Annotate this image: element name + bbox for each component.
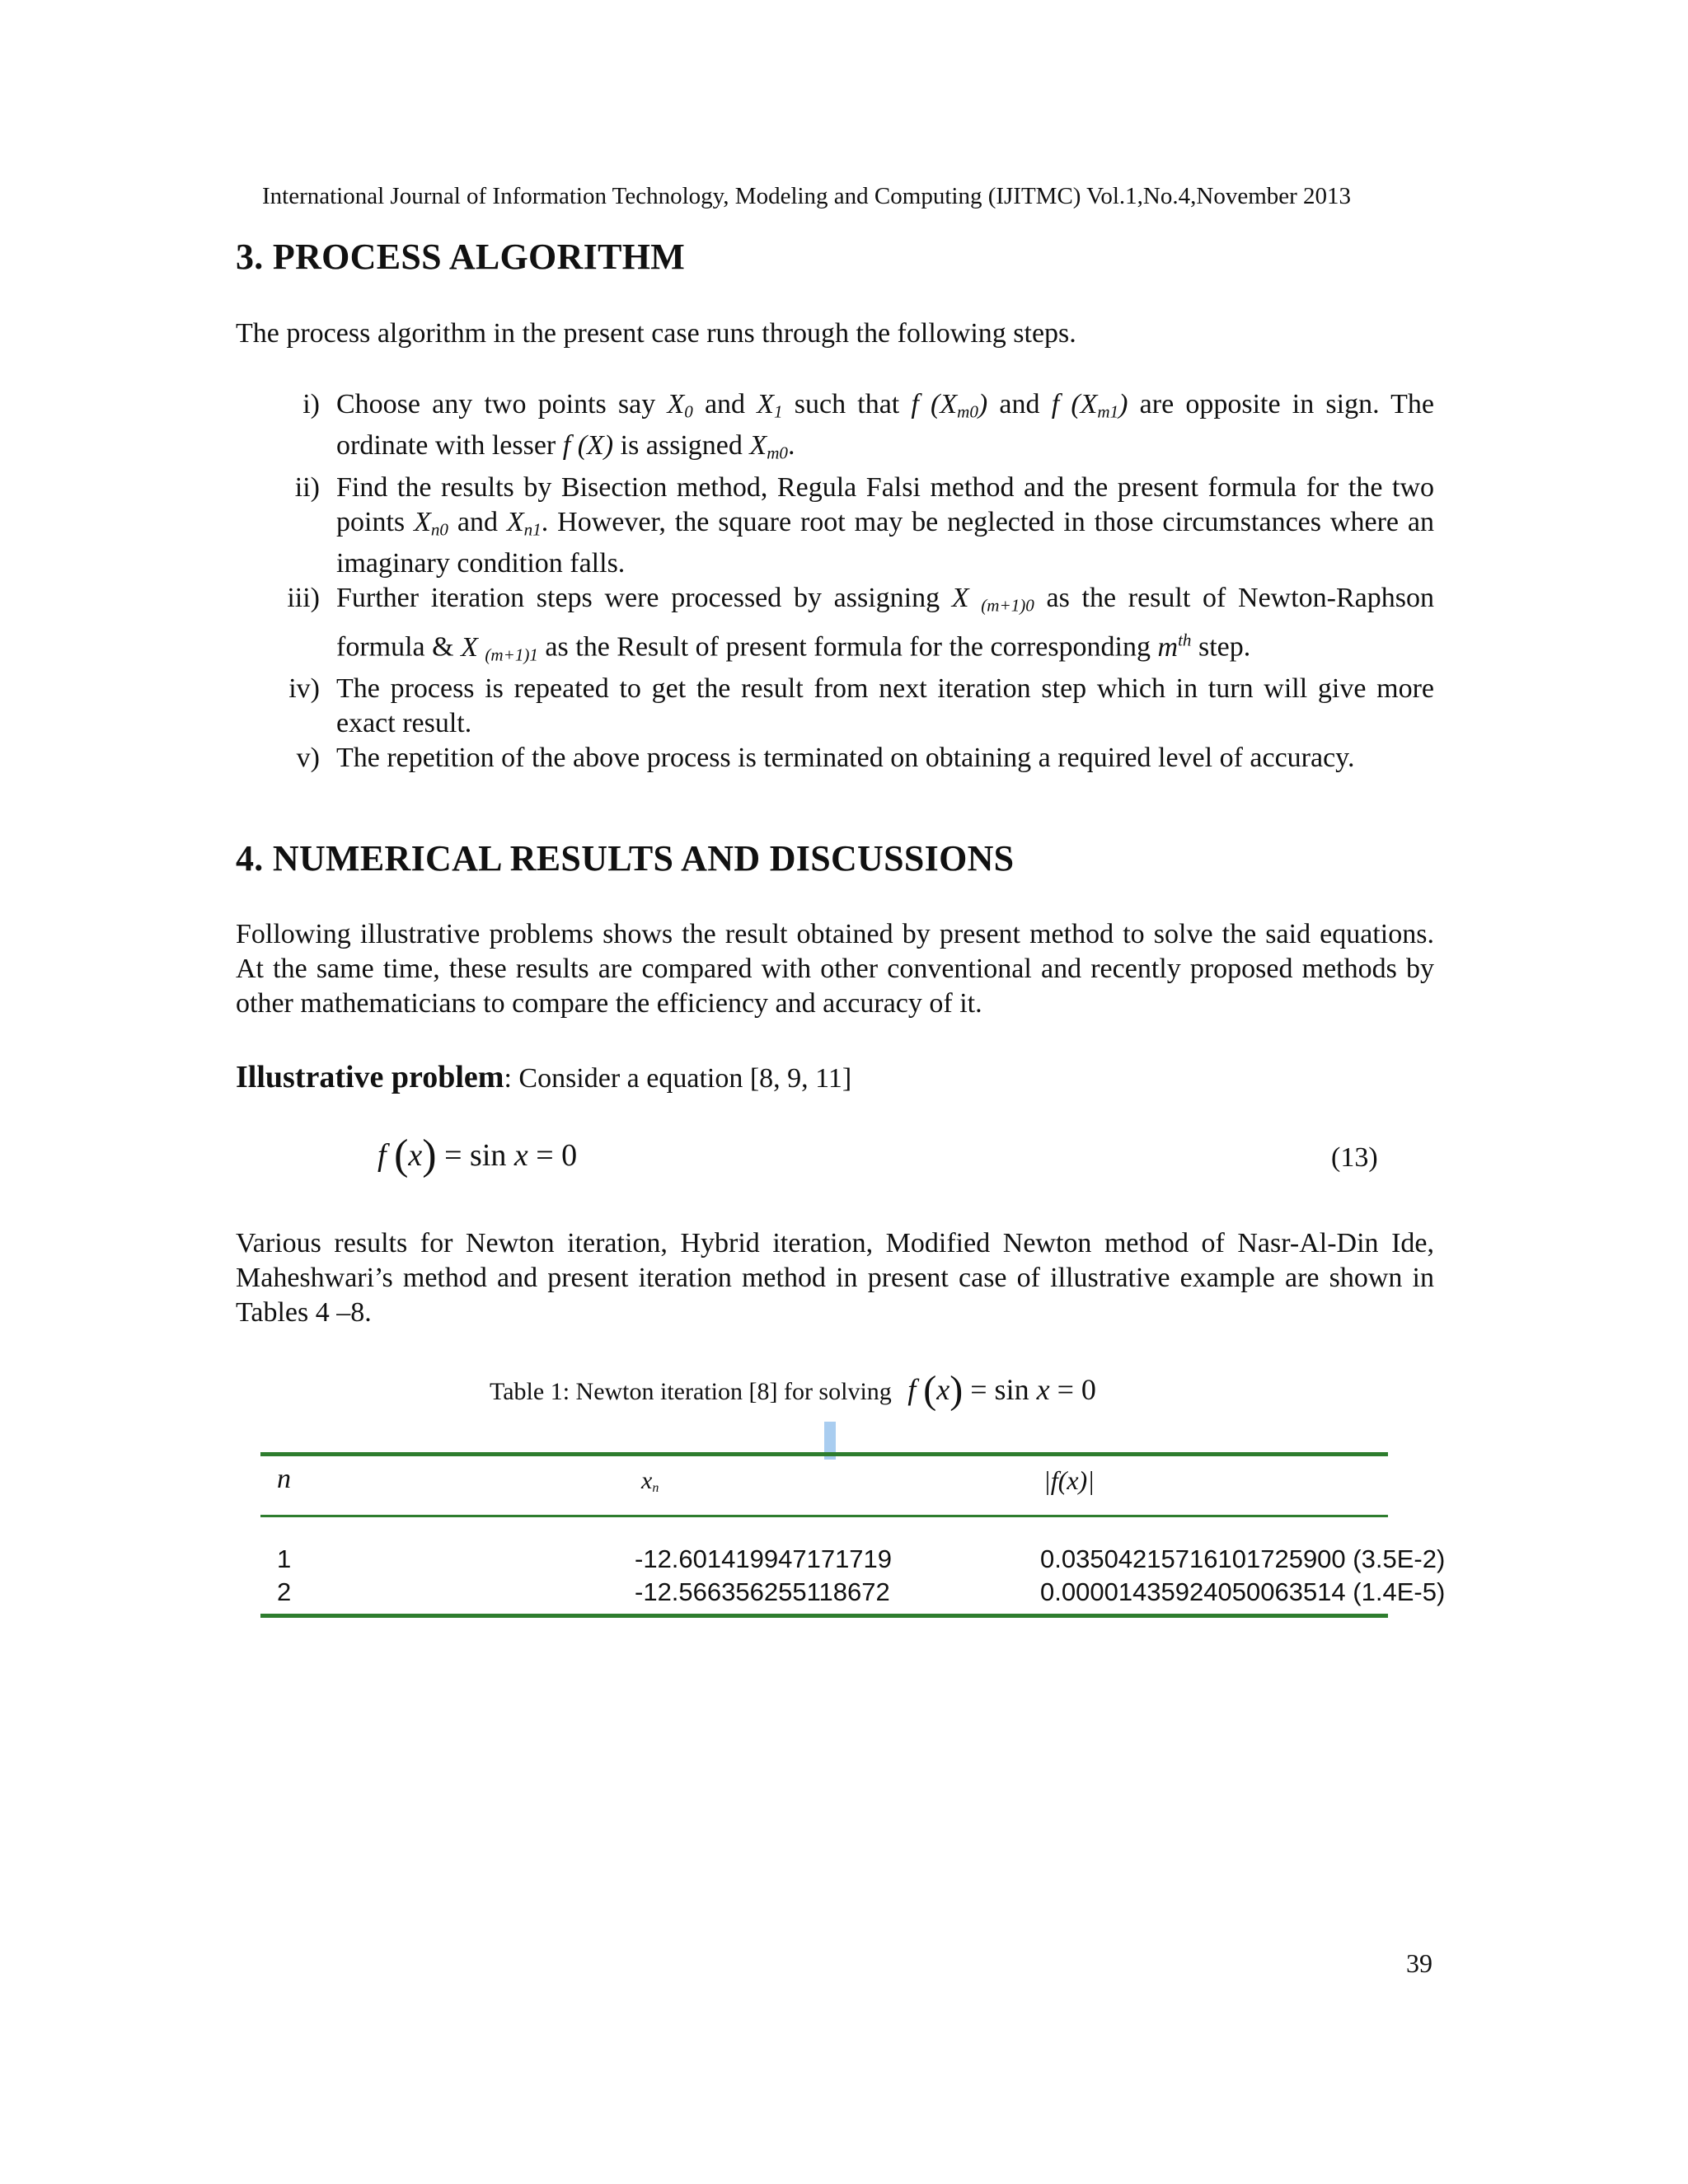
- section-4-paragraph-1: Following illustrative problems shows the result obtained by present method to solve the said equations. At the same time, these results are compared with other conventional and recently proposed methods by other mathematicians to compare the efficiency and accuracy of it.: [236, 919, 1434, 1019]
- table-header-x: $x_n$: [641, 1467, 659, 1495]
- step-4: [236, 672, 1434, 741]
- step-1-number: i): [302, 389, 320, 419]
- table-column-f: [1040, 1543, 1445, 1609]
- step-3-number: iii): [287, 582, 320, 613]
- table-caption: [490, 1368, 1096, 1412]
- step-4-number: iv): [288, 673, 320, 704]
- section-4-paragraph-2: Various results for Newton iteration, Hybrid iteration, Modified Newton method of Nasr-Al-Din Ide, Maheshwari’s method and present iteration method in present case of illustrative example are shown in Tables 4 –8.: [236, 1228, 1434, 1328]
- table-row-2-n: 2: [277, 1577, 292, 1606]
- step-1-text: Choose any two points say $X_0$ and $X_1$ such that f $(X_{m0})$ and f $(X_{m1})$ are opposite in sign. The ordinate with lesser f (X) is assigned $X_{m0}$.: [336, 389, 1434, 463]
- page-number: 39: [1406, 1948, 1432, 1978]
- step-3-text: Further iteration steps were processed by assigning X $_{(m+1)0}$ as the result of Newton-Raphson formula & X $_{(m+1)1}$ as the Result of present formula for the corresponding $m^{th}$ step.: [336, 582, 1434, 664]
- table-column-n: [277, 1543, 291, 1609]
- table-column-x: [635, 1543, 892, 1609]
- table-bottom-rule: [260, 1614, 1388, 1618]
- step-5-number: v): [296, 742, 320, 773]
- step-2-number: ii): [294, 471, 320, 503]
- section-3-title: 3. PROCESS ALGORITHM: [236, 237, 686, 277]
- equation-number: (13): [1331, 1142, 1378, 1173]
- table-caption-equation: f (x) = sin x = 0: [907, 1368, 1096, 1412]
- table-top-rule: [260, 1452, 1388, 1456]
- step-5-text: The repetition of the above process is terminated on obtaining a required level of accuracy.: [336, 742, 1355, 773]
- table-row-1-f: 0.03504215716101725900 (3.5E-2): [1040, 1544, 1446, 1573]
- step-1: [236, 387, 1434, 471]
- table-row-2-x: -12.566356255118672: [635, 1577, 890, 1606]
- algorithm-steps: [236, 387, 1434, 776]
- step-3: [236, 581, 1434, 672]
- step-5: [236, 741, 1434, 776]
- illustrative-problem-line: [236, 1060, 1434, 1096]
- table-row-1-x: -12.601419947171719: [635, 1544, 893, 1573]
- step-2-text: Find the results by Bisection method, Regula Falsi method and the present formula for the two points $X_{n0}$ and $X_{n1}$. However, the square root may be neglected in those circumstances where an imaginary condition falls.: [336, 471, 1435, 579]
- section-3-intro: The process algorithm in the present case runs through the following steps.: [236, 318, 1076, 349]
- table-row-1-n: 1: [277, 1544, 292, 1573]
- step-4-text: The process is repeated to get the result from next iteration step which in turn will give more exact result.: [336, 673, 1434, 738]
- table-header-n: n: [277, 1464, 291, 1494]
- journal-header: International Journal of Information Technology, Modeling and Computing (IJITMC) Vol.1,No.4,November 2013: [262, 183, 1352, 209]
- section-4-title: 4. NUMERICAL RESULTS AND DISCUSSIONS: [236, 838, 1015, 879]
- table-row-2-f: 0.0000143592405006351​4 (1.4E-5): [1040, 1577, 1446, 1606]
- illustrative-problem-label: Illustrative problem: [236, 1060, 504, 1094]
- table-header-rule: [260, 1515, 1388, 1517]
- equation-13: f (x) = sin x = 0: [377, 1132, 578, 1179]
- table-caption-text: Table 1: Newton iteration [8] for solving: [490, 1378, 892, 1405]
- table-header-abs-f: |f(x)|: [1043, 1465, 1095, 1495]
- illustrative-problem-text: : Consider a equation [8, 9, 11]: [504, 1063, 852, 1094]
- step-2: [236, 471, 1434, 581]
